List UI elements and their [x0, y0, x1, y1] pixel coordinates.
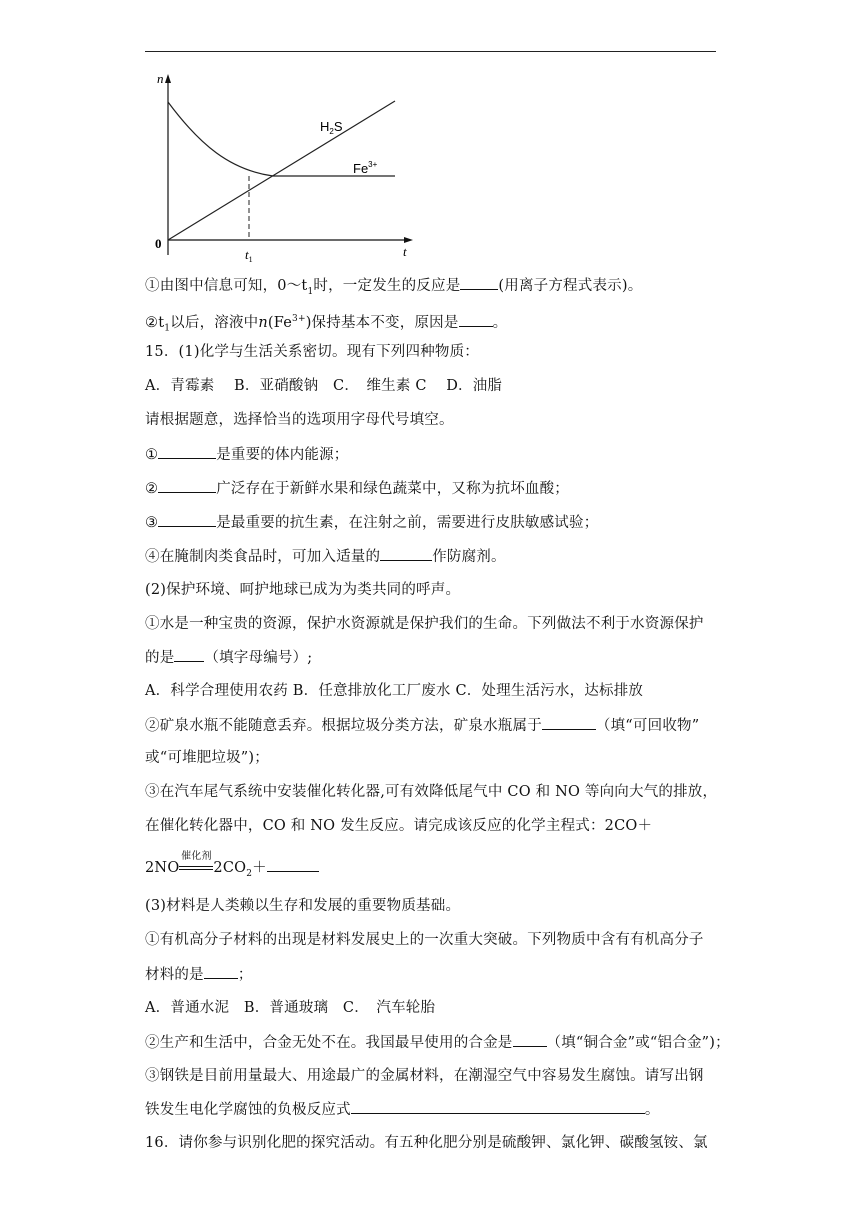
q15-instruction: 请根据题意，选择恰当的选项用字母代号填空。	[145, 412, 454, 428]
q15-item1: ① 是重要的体内能源；	[145, 444, 349, 465]
answer-blank[interactable]	[459, 312, 493, 327]
q15-bottle-b: 或“可堆肥垃圾”)；	[145, 750, 269, 766]
q15-item4: ④在腌制肉类食品时，可加入适量的 作防腐剂。	[145, 546, 506, 567]
q15-mat-a: ①有机高分子材料的出现是材料发展史上的一次重大突破。下列物质中含有有机高分子	[145, 932, 704, 948]
x-axis-arrow	[404, 237, 413, 243]
q15-steel-b: 铁发生电化学腐蚀的负极反应式 。	[145, 1099, 660, 1120]
x-axis-label: t	[403, 244, 407, 259]
q15-water-options: A．科学合理使用农药 B．任意排放化工厂废水 C．处理生活污水，达标排放	[145, 683, 644, 699]
origin-label: 0	[155, 236, 162, 251]
header-rule	[145, 51, 716, 52]
concentration-time-graph	[145, 70, 425, 270]
q15-alloy: ②生产和生活中，合金无处不在。我国最早使用的合金是 （填“铜合金”或“铝合金”)；	[145, 1032, 730, 1053]
answer-blank[interactable]	[267, 857, 319, 872]
q15-options1: A．青霉素 B．亚硝酸钠 C． 维生素 C D．油脂	[145, 378, 503, 394]
q15-car-c: 2NO 催化剂 $2CO_2+$	[145, 857, 319, 884]
q16-text: 16．请你参与识别化肥的探究活动。有五种化肥分别是硫酸钾、氯化钾、碳酸氢铵、氯	[145, 1135, 708, 1151]
q15-mat-b: 材料的是 ；	[145, 964, 253, 985]
q15-item2: ② 广泛存在于新鲜水果和绿色蔬菜中，又称为抗坏血酸；	[145, 478, 569, 499]
answer-blank[interactable]	[513, 1032, 547, 1047]
answer-blank[interactable]	[542, 715, 596, 730]
q14-part2: $②t_1$以后，溶液中$n(Fe^{3+})$保持基本不变，原因是 。	[145, 309, 507, 339]
answer-blank[interactable]	[158, 512, 216, 527]
catalyst-arrow: 催化剂	[179, 858, 213, 878]
t1-label: $t_1$	[245, 247, 253, 264]
answer-blank[interactable]	[174, 647, 204, 662]
answer-blank[interactable]	[158, 444, 216, 459]
y-axis-arrow	[165, 74, 171, 83]
q15-car-a: ③在汽车尾气系统中安装催化转化器,可有效降低尾气中 CO 和 NO 等向向大气的排放，	[145, 784, 718, 800]
q15-car-b: 在催化转化器中，CO 和 NO 发生反应。请完成该反应的化学主程式：2CO＋	[145, 818, 653, 834]
q15-bottle-a: ②矿泉水瓶不能随意丢弃。根据垃圾分类方法，矿泉水瓶属于 （填“可回收物”	[145, 715, 699, 736]
y-axis-label: n	[157, 71, 164, 86]
q15-item3: ③ 是最重要的抗生素，在注射之前，需要进行皮肤敏感试验；	[145, 512, 598, 533]
answer-blank[interactable]	[204, 964, 238, 979]
q15-intro: 15．(1)化学与生活关系密切。现有下列四种物质：	[145, 344, 479, 360]
q15-part2: (2)保护环境、呵护地球已成为为类共同的呼声。	[145, 582, 461, 598]
q15-mat-options: A．普通水泥 B．普通玻璃 C． 汽车轮胎	[145, 1000, 436, 1016]
q15-water-b: 的是 （填字母编号）;	[145, 647, 312, 668]
answer-blank[interactable]	[158, 478, 216, 493]
q14-part1: ①由图中信息可知，$0\sim t_1$时，一定发生的反应是 (用离子方程式表示)。	[145, 275, 642, 302]
q15-part3: (3)材料是人类赖以生存和发展的重要物质基础。	[145, 898, 461, 914]
fe3-label: $Fe^{3+}$	[353, 160, 378, 176]
answer-blank[interactable]	[380, 546, 432, 561]
q15-water-a: ①水是一种宝贵的资源，保护水资源就是保护我们的生命。下列做法不利于水资源保护	[145, 616, 704, 632]
answer-blank[interactable]	[351, 1099, 645, 1114]
q15-steel-a: ③钢铁是目前用量最大、用途最广的金属材料，在潮湿空气中容易发生腐蚀。请写出钢	[145, 1068, 704, 1084]
h2s-label: $H_2S$	[320, 119, 343, 136]
answer-blank[interactable]	[460, 275, 498, 290]
